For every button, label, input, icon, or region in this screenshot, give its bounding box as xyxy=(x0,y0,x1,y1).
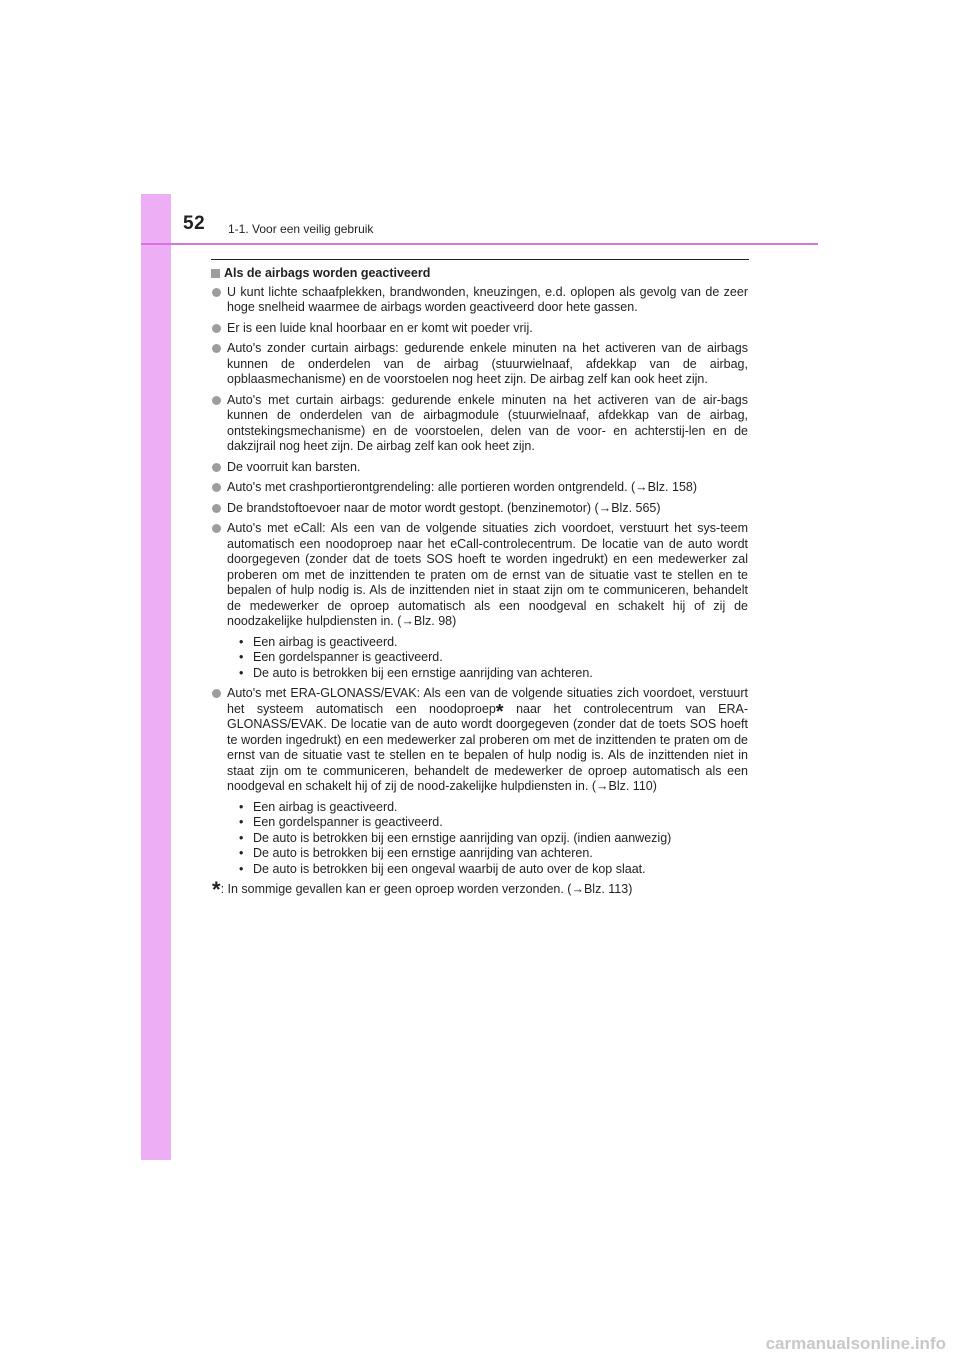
sub-list-item: • De auto is betrokken bij een ernstige aanrijding van opzij. (indien aanwezig) xyxy=(227,831,748,847)
circle-bullet-icon xyxy=(212,463,221,472)
header-band xyxy=(141,194,818,244)
page-number: 52 xyxy=(183,213,206,234)
footnote-text: : In sommige gevallen kan er geen oproep worden verzonden. (→Blz. 113) xyxy=(220,882,633,896)
sub-list-item: • Een gordelspanner is geactiveerd. xyxy=(227,815,748,831)
content-top-rule xyxy=(211,259,749,260)
list-item: De voorruit kan barsten. xyxy=(211,460,748,476)
list-item: Auto's met crashportierontgrendeling: alle portieren worden ontgrendeld. (→Blz. 158) xyxy=(211,480,748,496)
sub-list-item: • De auto is betrokken bij een ernstige aanrijding van achteren. xyxy=(227,846,748,862)
list-item: Auto's met curtain airbags: gedurende enkele minuten na het activeren van de air-bags kunnen de onderdelen van de airbagmodule (stuurwielnaaf, afdekkap van de airbag, ontstekingsmechanisme) en de voorstoelen, delen van de voor- en achterstij-len en de dakzijrail nog heet zijn. De airbag zelf kan ook heet zijn. xyxy=(211,393,748,455)
sub-list-item: • Een airbag is geactiveerd. xyxy=(227,800,748,816)
section-heading-text: Als de airbags worden geactiveerd xyxy=(224,266,431,280)
list-item: U kunt lichte schaafplekken, brandwonden, kneuzingen, e.d. oplopen als gevolg van de zeer hoge snelheid waarmee de airbags worden geactiveerd door hete gassen. xyxy=(211,285,748,316)
footnote-star: * xyxy=(212,877,221,902)
list-item: Er is een luide knal hoorbaar en er komt wit poeder vrij. xyxy=(211,321,748,337)
circle-bullet-icon xyxy=(212,396,221,405)
era-glonass-conditions-list xyxy=(227,800,748,878)
section-title: 1-1. Voor een veilig gebruik xyxy=(228,222,374,236)
circle-bullet-icon xyxy=(212,344,221,353)
sub-list-item: • De auto is betrokken bij een ongeval waarbij de auto over de kop slaat. xyxy=(227,862,748,878)
circle-bullet-icon xyxy=(212,504,221,513)
list-item: Auto's zonder curtain airbags: gedurende enkele minuten na het activeren van de airbags kunnen de onderdelen van de airbag (stuurwielnaaf, afdekkap van de airbag, opblaasmechanisme) en de voorstoelen nog heet zijn. De airbag zelf kan ook heet zijn. xyxy=(211,341,748,388)
sub-list-item: • Een gordelspanner is geactiveerd. xyxy=(227,650,748,666)
watermark: carmanualsonline.info xyxy=(765,1334,946,1353)
footnote xyxy=(211,877,748,902)
page-content xyxy=(211,266,748,902)
sub-list-item: • Een airbag is geactiveerd. xyxy=(227,635,748,651)
section-heading xyxy=(211,266,748,282)
footnote-marker: * xyxy=(495,700,504,723)
list-item-era-glonass: Auto's met ERA-GLONASS/EVAK: Als een van de volgende situaties zich voordoet, verstuurt het systeem automatisch een noodoproep* naar het controlecentrum van ERA-GLONASS/EVAK. De locatie van de auto wordt doorgegeven (zonder dat de toets SOS hoeft te worden ingedrukt) en een medewerker zal proberen om met de inzittenden te praten om de ernst van de situatie vast te stellen en te bepalen of hulp nodig is. Als de inzittenden niet in staat zijn om te communiceren, behandelt de medewerker de oproep automatisch als een noodgeval en schakelt hij of zij de nood-zakelijke hulpdiensten in. (→Blz. 110) • Een airbag is geactiveerd. • Een gordelspanner is geactiveerd. • De auto is betrokken bij een ernstige aanrijding van opzij. (indien aanwezig) • De auto is betrokken bij een ernstige aanrijding van achteren. • De auto is betrokken bij een ongeval waarbij de auto over de kop slaat. xyxy=(211,686,748,877)
header-underline xyxy=(141,243,818,245)
circle-bullet-icon xyxy=(212,483,221,492)
circle-bullet-icon xyxy=(212,324,221,333)
circle-bullet-icon xyxy=(212,288,221,297)
side-margin-band xyxy=(141,194,171,1160)
list-item: De brandstoftoevoer naar de motor wordt gestopt. (benzinemotor) (→Blz. 565) xyxy=(211,501,748,517)
sub-list-item: • De auto is betrokken bij een ernstige aanrijding van achteren. xyxy=(227,666,748,682)
circle-bullet-icon xyxy=(212,689,221,698)
list-item-ecall: Auto's met eCall: Als een van de volgende situaties zich voordoet, verstuurt het sys-teem automatisch een noodoproep naar het eCall-controlecentrum. De locatie van de auto wordt doorgegeven (zonder dat de toets SOS hoeft te worden ingedrukt) en een medewerker zal proberen om met de inzittenden te praten om de ernst van de situatie vast te stellen en te bepalen of hulp nodig is. Als de inzittenden niet in staat zijn om te communiceren, behandelt de medewerker de oproep automatisch als een noodgeval en schakelt hij of zij de noodzakelijke hulpdiensten in. (→Blz. 98) • Een airbag is geactiveerd. • Een gordelspanner is geactiveerd. • De auto is betrokken bij een ernstige aanrijding van achteren. xyxy=(211,521,748,681)
ecall-conditions-list xyxy=(227,635,748,682)
square-bullet-icon xyxy=(211,269,220,278)
circle-bullet-icon xyxy=(212,524,221,533)
